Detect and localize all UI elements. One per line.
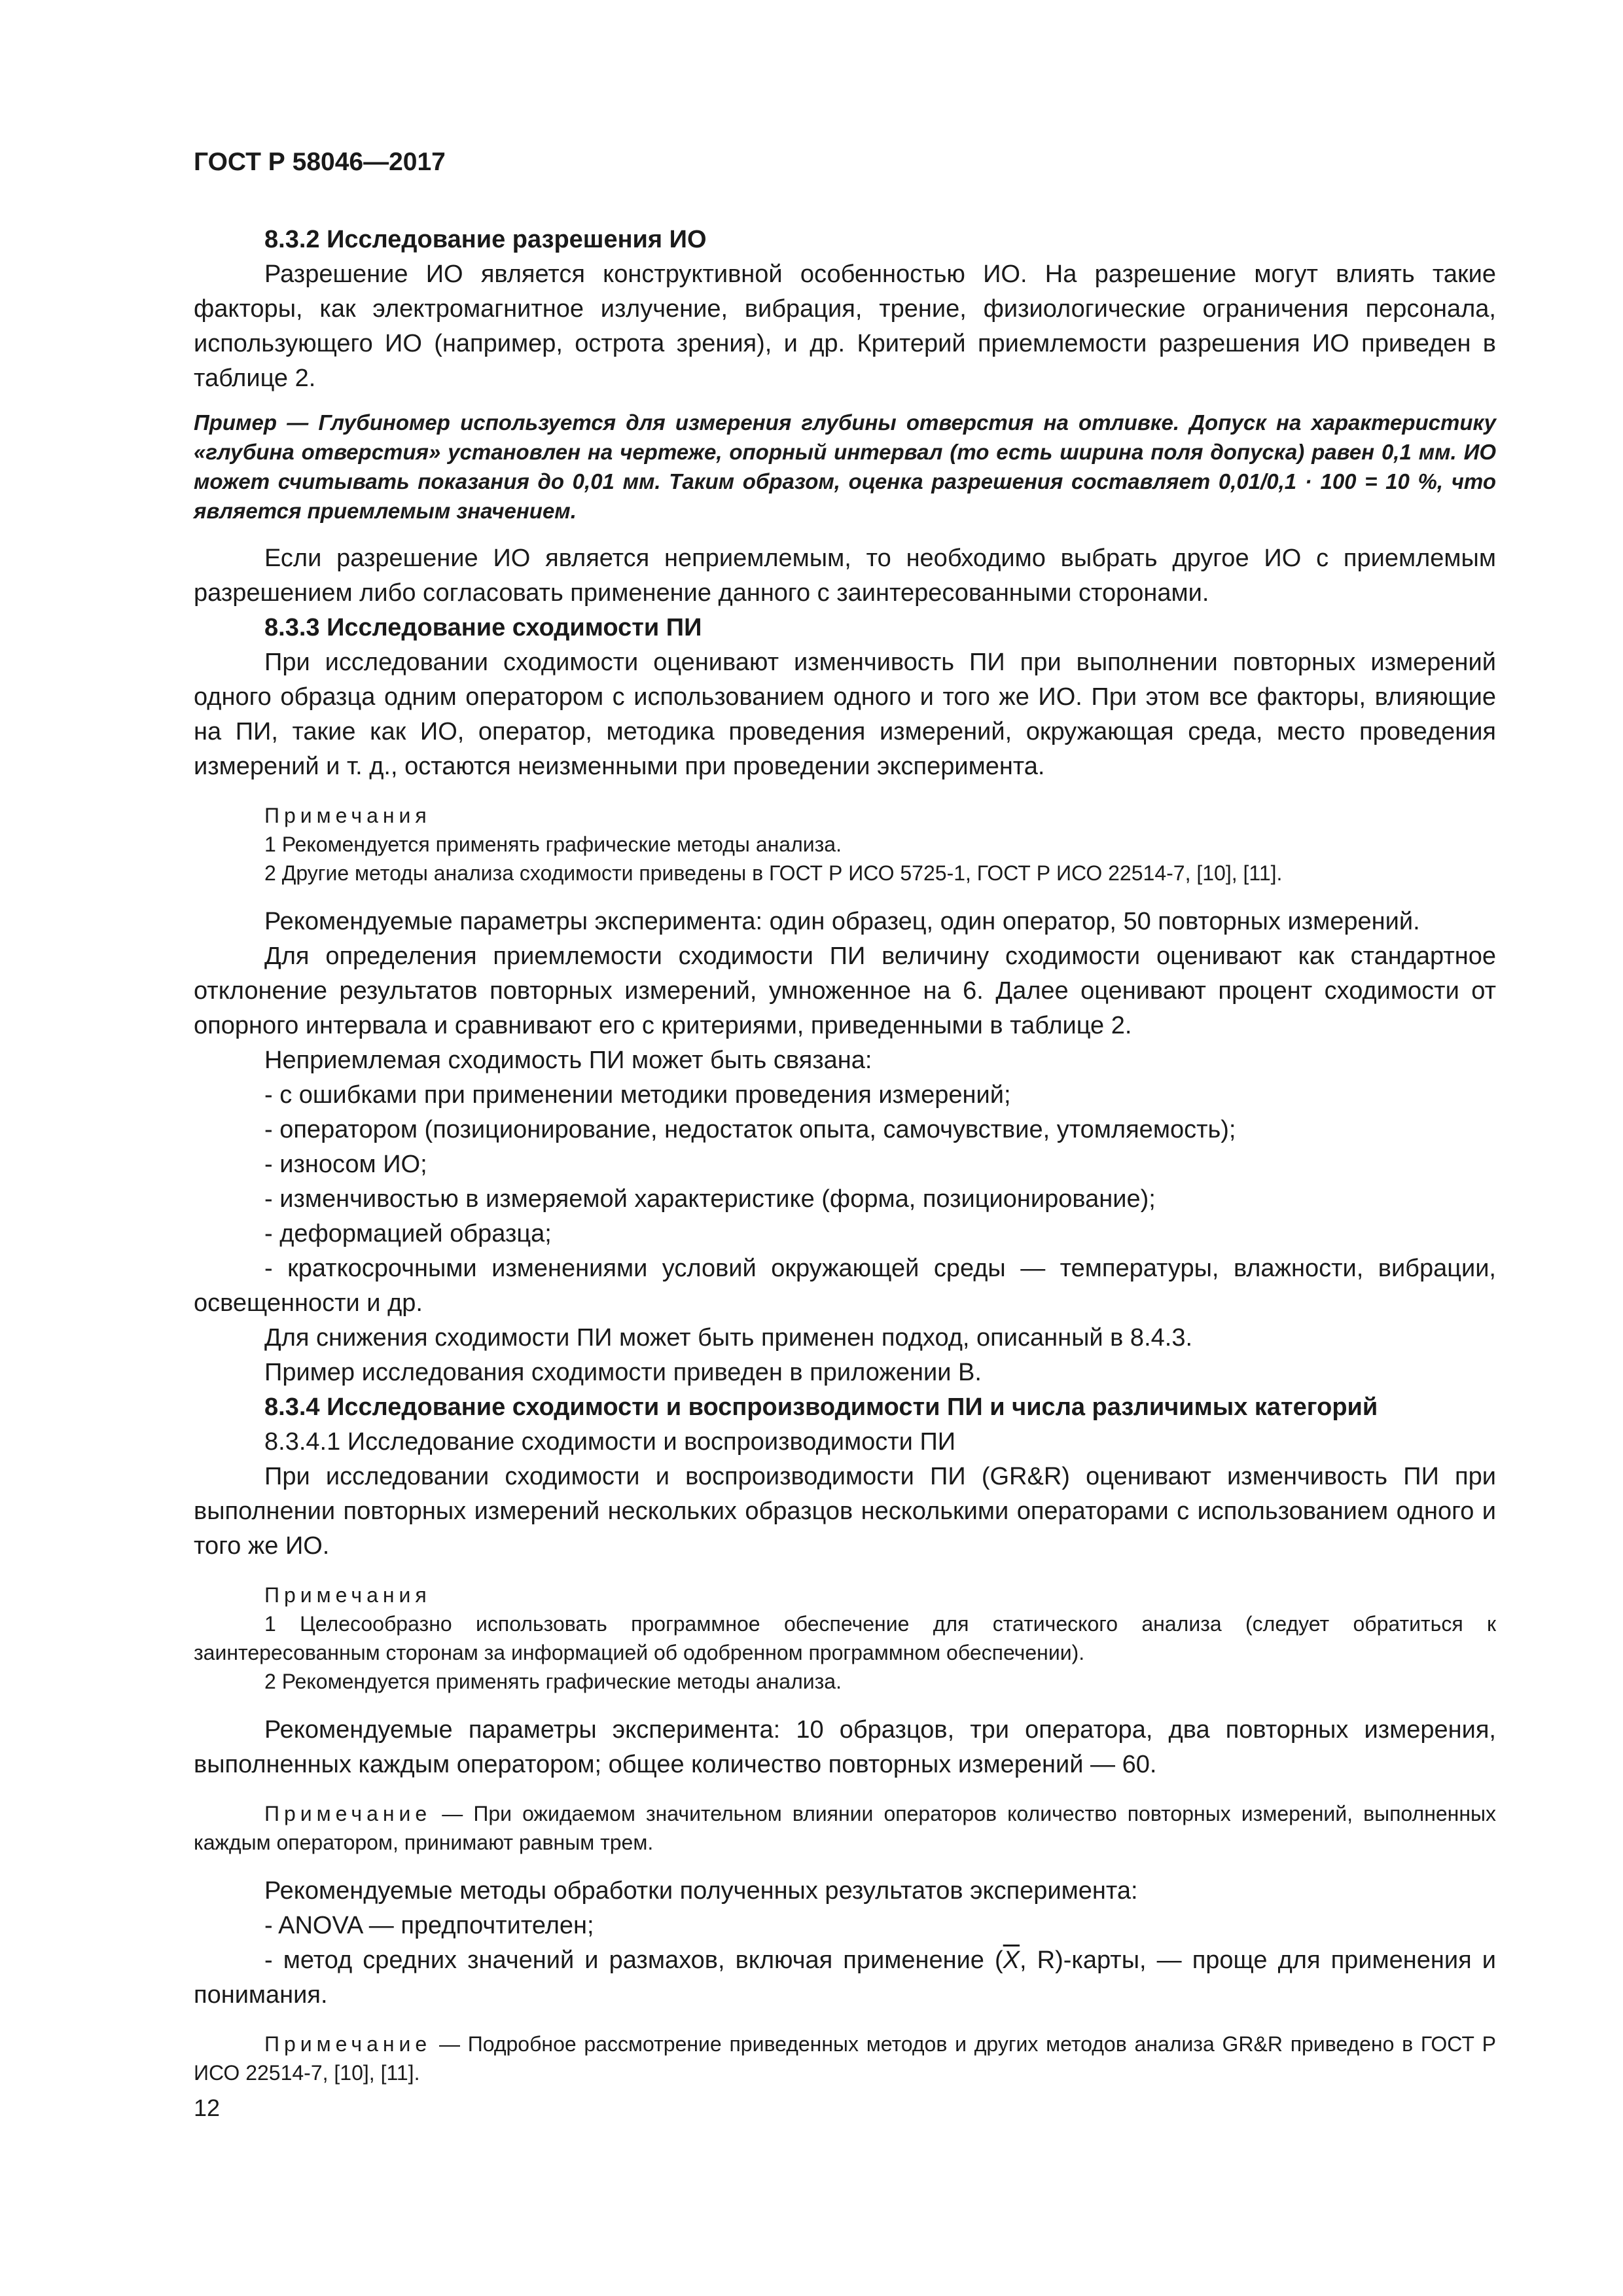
list-item	[194, 1943, 1496, 2013]
list-item-text: , R)-карты, — проще для применения и понимания.	[194, 1946, 1496, 2009]
paragraph: Рекомендуемые параметры эксперимента: один образец, один оператор, 50 повторных измерений.	[264, 908, 1420, 935]
paragraph: При исследовании сходимости и воспроизводимости ПИ (GR&R) оценивают изменчивость ПИ при выполнении повторных измерений нескольких образцов несколькими операторами с использованием одного и того же ИО.	[194, 1463, 1496, 1560]
note-label: Примечание	[264, 2032, 432, 2056]
subsection-heading-8-3-4-1: 8.3.4.1 Исследование сходимости и воспроизводимости ПИ	[264, 1428, 956, 1456]
list-item: - оператором (позиционирование, недостаток опыта, самочувствие, утомляемость);	[264, 1116, 1236, 1143]
list-item: - износом ИО;	[264, 1151, 427, 1178]
note-item: 2 Рекомендуется применять графические методы анализа.	[264, 1670, 842, 1693]
note-text: — Подробное рассмотрение приведенных методов и других методов анализа GR&R приведено в ГОСТ Р ИСО 22514-7, [10], [11].	[194, 2032, 1496, 2085]
list-item: - изменчивостью в измеряемой характеристике (форма, позиционирование);	[264, 1185, 1156, 1213]
section-heading-8-3-4: 8.3.4 Исследование сходимости и воспроизводимости ПИ и числа различимых категорий	[264, 1393, 1378, 1421]
paragraph: Рекомендуемые методы обработки полученных результатов эксперимента:	[264, 1877, 1138, 1905]
list-item: - ANOVA — предпочтителен;	[264, 1912, 594, 1939]
notes-title: Примечания	[264, 1583, 431, 1607]
section-heading-8-3-2: 8.3.2 Исследование разрешения ИО	[264, 226, 707, 253]
paragraph: При исследовании сходимости оценивают изменчивость ПИ при выполнении повторных измерений одного образца одним оператором с использованием одного и того же ИО. При этом все факторы, влияющие на ПИ, такие как ИО, оператор, методика проведения измерений, окружающая среда, место проведения измерений и т. д., остаются неизменными при проведении эксперимента.	[194, 649, 1496, 780]
paragraph: Пример исследования сходимости приведен в приложении В.	[264, 1359, 982, 1386]
note-item: 1 Целесообразно использовать программное обеспечение для статического анализа (следует обратиться к заинтересованным сторонам за информацией об одобренном программном обеспечении).	[194, 1612, 1496, 1664]
page-number: 12	[194, 2094, 221, 2121]
note-item: 1 Рекомендуется применять графические методы анализа.	[264, 833, 842, 856]
list-item: - деформацией образца;	[264, 1220, 552, 1247]
paragraph: Рекомендуемые параметры эксперимента: 10 образцов, три оператора, два повторных измерения, выполненных каждым оператором; общее количество повторных измерений — 60.	[194, 1716, 1496, 1778]
x-bar-symbol: $\overline{X}$	[1003, 1946, 1020, 1974]
paragraph: Если разрешение ИО является неприемлемым, то необходимо выбрать другое ИО с приемлемым разрешением либо согласовать применение данного с заинтересованными сторонами.	[194, 545, 1496, 607]
note-item: 2 Другие методы анализа сходимости приведены в ГОСТ Р ИСО 5725-1, ГОСТ Р ИСО 22514-7, [10], [11].	[264, 861, 1283, 885]
list-item: - краткосрочными изменениями условий окружающей среды — температуры, влажности, вибрации, освещенности и др.	[194, 1255, 1496, 1317]
note-label: Примечание	[264, 1802, 432, 1825]
list-item: - с ошибками при применении методики проведения измерений;	[264, 1081, 1011, 1109]
document-body	[194, 223, 1496, 2087]
notes-title: Примечания	[264, 804, 431, 827]
note-text: — При ожидаемом значительном влиянии операторов количество повторных измерений, выполненных каждым оператором, принимают равным трем.	[194, 1802, 1496, 1854]
example-paragraph: Пример — Глубиномер используется для измерения глубины отверстия на отливке. Допуск на характеристику «глубина отверстия» установлен на чертеже, опорный интервал (то есть ширина поля допуска) равен 0,1 мм. ИО может считывать показания до 0,01 мм. Таким образом, оценка разрешения составляет 0,01/0,1 · 100 = 10 %, что является приемлемым значением.	[194, 410, 1496, 523]
note-single	[194, 1799, 1496, 1857]
paragraph: Для определения приемлемости сходимости ПИ величину сходимости оценивают как стандартное отклонение результатов повторных измерений, умноженное на 6. Далее оценивают процент сходимости от опорного интервала и сравнивают его с критериями, приведенными в таблице 2.	[194, 942, 1496, 1039]
paragraph: Для снижения сходимости ПИ может быть применен подход, описанный в 8.4.3.	[264, 1324, 1193, 1352]
section-heading-8-3-3: 8.3.3 Исследование сходимости ПИ	[264, 614, 702, 641]
standard-header: ГОСТ Р 58046—2017	[194, 148, 446, 176]
paragraph: Разрешение ИО является конструктивной особенностью ИО. На разрешение могут влиять такие факторы, как электромагнитное излучение, вибрация, трение, физиологические ограничения персонала, использующего ИО (например, острота зрения), и др. Критерий приемлемости разрешения ИО приведен в таблице 2.	[194, 260, 1496, 392]
note-single	[194, 2030, 1496, 2087]
paragraph: Неприемлемая сходимость ПИ может быть связана:	[264, 1047, 872, 1074]
list-item-text: - метод средних значений и размахов, включая применение (	[264, 1946, 1003, 1974]
